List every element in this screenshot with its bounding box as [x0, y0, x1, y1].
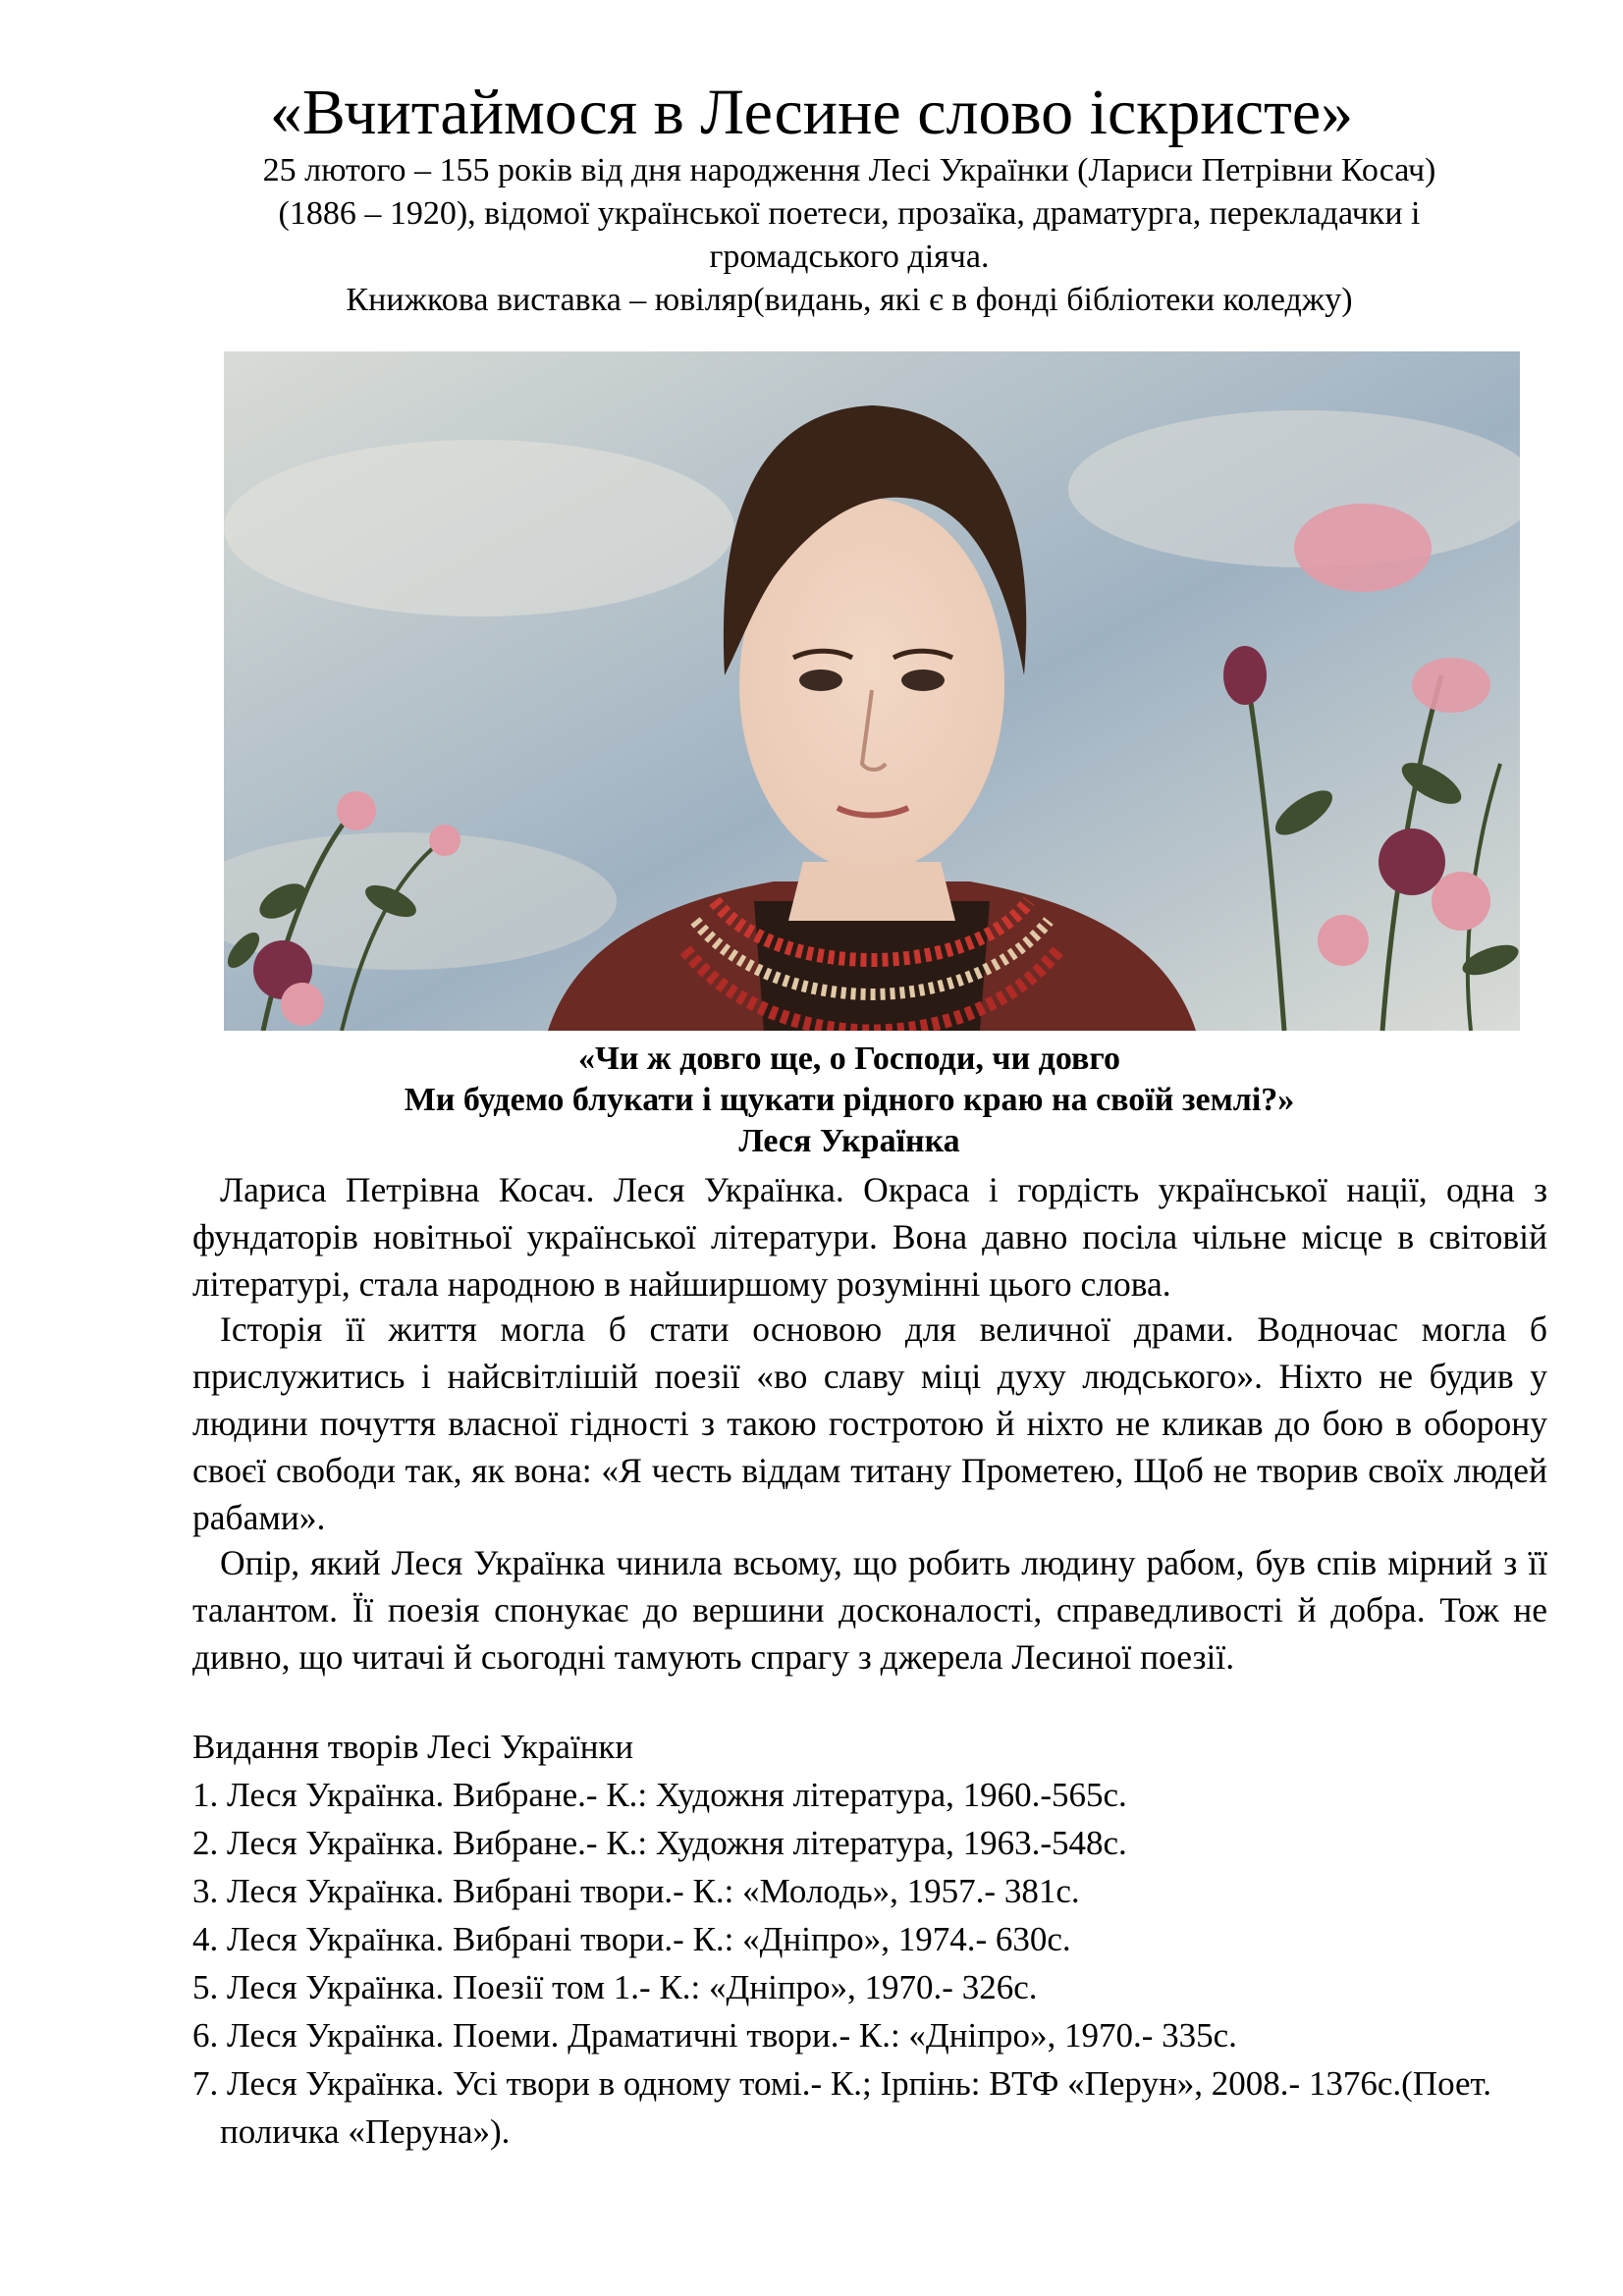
- quote-line-2: Ми будемо блукати і щукати рідного краю на своїй землі?»: [404, 1082, 1295, 1118]
- list-item: 1. Леся Українка. Вибране.- К.: Художня література, 1960.-565с.: [192, 1776, 1127, 1814]
- subtitle-line-2: (1886 – 1920), відомої української поетеси, прозаїка, драматурга, перекладачки і: [278, 195, 1421, 232]
- list-item: 5. Леся Українка. Поезії том 1.- К.: «Дніпро», 1970.- 326с.: [192, 1968, 1038, 2006]
- list-item: 3. Леся Українка. Вибрані твори.- К.: «Молодь», 1957.- 381с.: [192, 1872, 1080, 1910]
- list-item: 7. Леся Українка. Усі твори в одному томі.- К.; Ірпінь: ВТФ «Перун», 2008.- 1376с.(Поет. поличка «Перуна»).: [192, 2064, 1491, 2151]
- right-eye: [901, 669, 945, 691]
- subtitle-line-4: Книжкова виставка – ювіляр(видань, які є в фонді бібліотеки коледжу): [346, 282, 1353, 318]
- list-item: 2. Леся Українка. Вибране.- К.: Художня література, 1963.-548с.: [192, 1824, 1127, 1862]
- editions-list: [192, 1771, 1547, 2156]
- subtitle-line-1: 25 лютого – 155 років від дня народження Лесі Українки (Лариси Петрівни Косач): [262, 152, 1436, 188]
- list-item: 4. Леся Українка. Вибрані твори.- К.: «Дніпро», 1974.- 630с.: [192, 1920, 1071, 1958]
- cloud: [1068, 410, 1520, 567]
- paragraph-1: Лариса Петрівна Косач. Леся Українка. Окраса і гордість української нації, одна з фундаторів новітньої української літератури. Вона давно посіла чільне місце в світовій літературі, стала народною в найширшому розумінні цього слова.: [192, 1170, 1547, 1304]
- page-title: «Вчитаймося в Лесине слово іскристе»: [269, 77, 1354, 148]
- portrait-painting: [224, 351, 1520, 1031]
- cloud: [224, 440, 734, 616]
- editions-heading: Видання творів Лесі Українки: [192, 1728, 634, 1766]
- paragraph-3: Опір, який Леся Українка чинила всьому, що робить людину рабом, був спів мірний з її талантом. Її поезія спонукає до вершини досконалості, справедливості й добра. Тож не дивно, що читачі й сьогодні тамують спрагу з джерела Лесиної поезії.: [192, 1543, 1547, 1677]
- quote-author: Леся Українка: [738, 1123, 960, 1159]
- portrait-image: [224, 351, 1520, 1031]
- paragraph-2: Історія її життя могла б стати основою для величної драми. Водночас могла б прислужитись і найсвітлішій поезії «во славу міці духу людського». Ніхто не будив у людини почуття власної гідності з такою гостротою й ніхто не кликав до бою в оборону своєї свободи так, як вона: «Я честь віддам титану Прометею, Щоб не творив своїх людей рабами».: [192, 1309, 1547, 1537]
- list-item: 6. Леся Українка. Поеми. Драматичні твори.- К.: «Дніпро», 1970.- 335с.: [192, 2016, 1237, 2055]
- left-eye: [799, 669, 842, 691]
- quote-line-1: «Чи ж довго ще, о Господи, чи довго: [577, 1041, 1120, 1077]
- subtitle-line-3: громадського діяча.: [709, 239, 990, 275]
